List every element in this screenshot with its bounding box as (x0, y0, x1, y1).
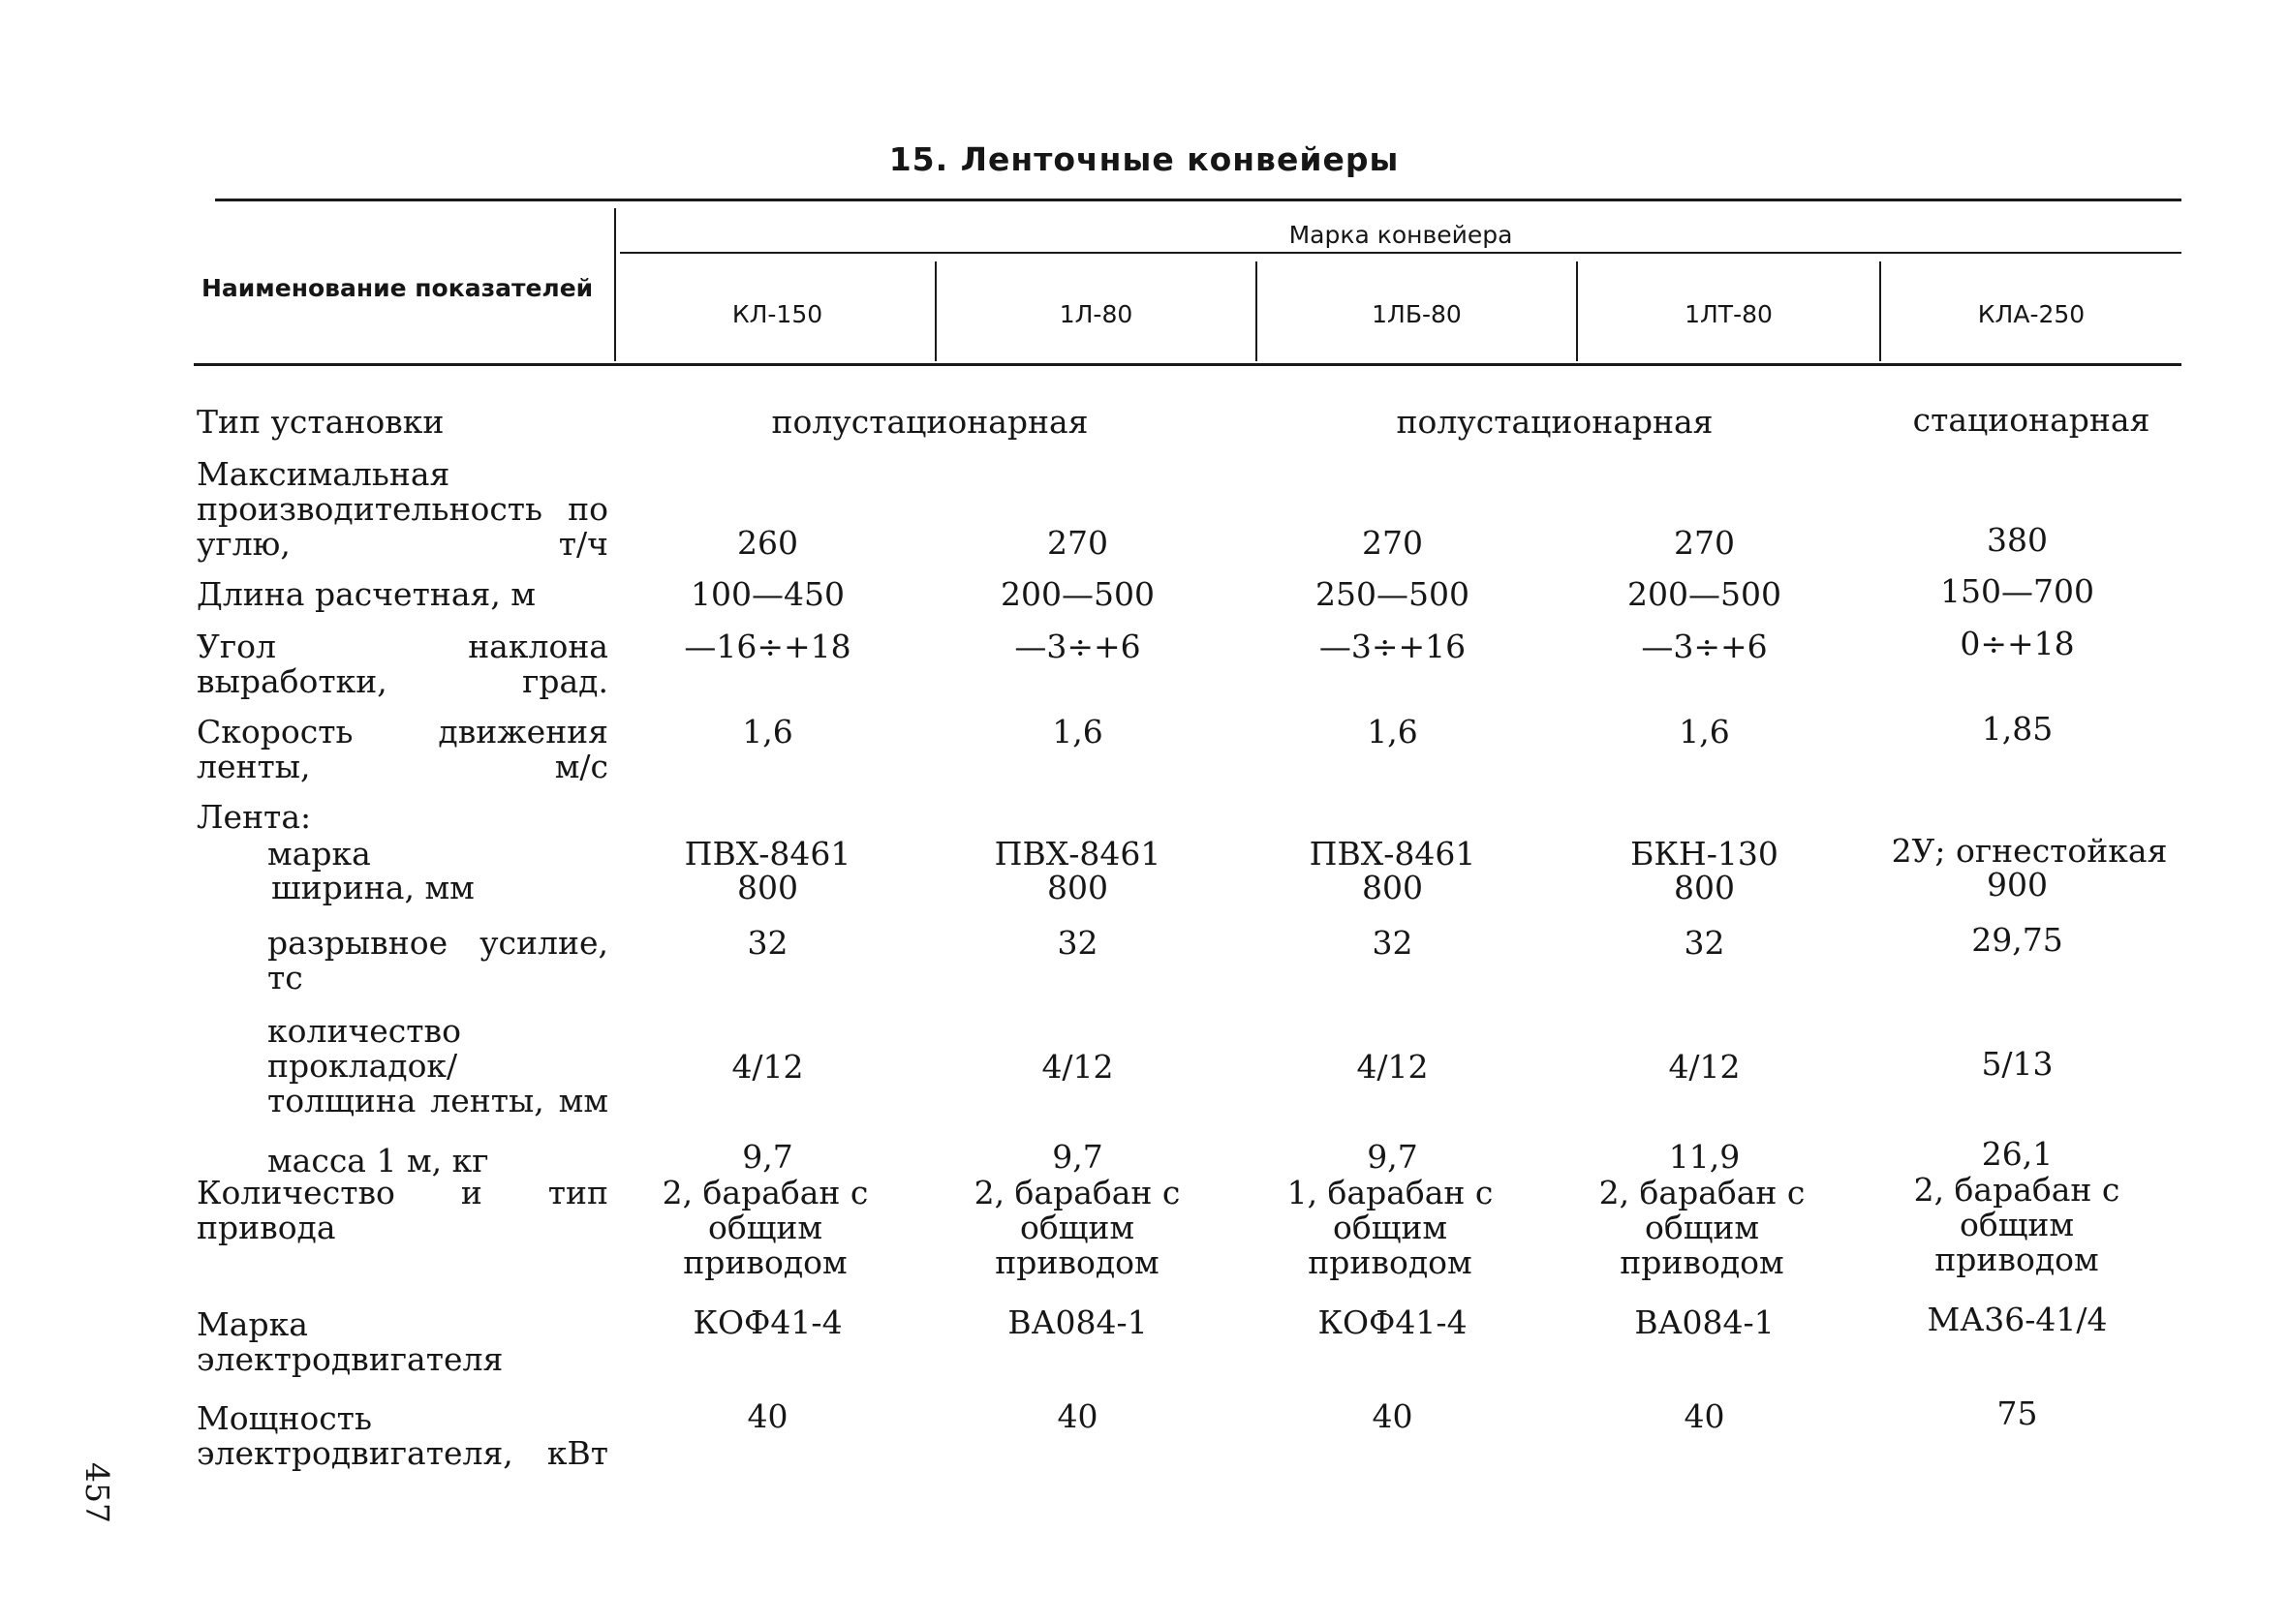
angle-value: —16÷+18 (684, 628, 851, 665)
width-value: 800 (1047, 869, 1108, 906)
drive-value: 2, барабан с общим приводом (974, 1174, 1181, 1281)
speed-value: 1,85 (1981, 710, 2054, 748)
capacity-value: 270 (1674, 524, 1735, 562)
table-title: 15. Ленточные конвейеры (888, 140, 1400, 178)
row-label-capacity: Максимальная производительность по углю, т/ч (197, 455, 608, 563)
speed-value: 1,6 (742, 713, 793, 751)
page-number: 457 (78, 1462, 116, 1523)
width-value: 900 (1987, 866, 2048, 904)
header-model-4: 1ЛТ-80 (1685, 300, 1773, 328)
length-value: 250—500 (1315, 575, 1469, 613)
row-label-drive: Количество и тип привода (197, 1174, 608, 1246)
row-label-mass: масса 1 м, кг (267, 1142, 489, 1180)
power-value: 40 (747, 1397, 788, 1435)
mass-value: 9,7 (742, 1138, 793, 1176)
plies-value: 4/12 (731, 1048, 804, 1086)
plies-value: 5/13 (1981, 1045, 2054, 1083)
row-label-speed: Скорость движения ленты, м/с (197, 713, 608, 785)
angle-value: —3÷+6 (1014, 628, 1141, 665)
force-value: 32 (1372, 924, 1413, 962)
header-model-2: 1Л-80 (1059, 300, 1133, 328)
drive-value: 1, барабан с общим приводом (1286, 1174, 1494, 1281)
row-label-plies: количество прокладок/ толщина ленты, мм (267, 1012, 608, 1119)
length-value: 100—450 (691, 575, 845, 613)
capacity-value: 270 (1362, 524, 1423, 562)
header-indicator: Наименование показателей (201, 274, 594, 302)
capacity-value: 260 (737, 524, 798, 562)
motor-value: КОФ41-4 (1317, 1303, 1468, 1341)
motor-value: ВА084-1 (1634, 1303, 1775, 1341)
mass-value: 26,1 (1981, 1135, 2054, 1173)
plies-value: 4/12 (1668, 1048, 1741, 1086)
width-value: 800 (1674, 869, 1735, 906)
force-value: 32 (747, 924, 788, 962)
plies-value: 4/12 (1356, 1048, 1429, 1086)
row-label-brand: марка (267, 835, 371, 873)
drive-value: 2, барабан с общим приводом (1913, 1171, 2120, 1278)
mass-value: 11,9 (1668, 1138, 1741, 1176)
capacity-value: 380 (1987, 521, 2048, 559)
motor-value: КОФ41-4 (693, 1303, 843, 1341)
row-label-width: ширина, мм (271, 869, 475, 906)
length-value: 150—700 (1940, 572, 2094, 610)
speed-value: 1,6 (1052, 713, 1103, 751)
type-group-3: стационарная (1912, 401, 2150, 439)
force-value: 32 (1684, 924, 1725, 962)
row-label-type: Тип установки (197, 403, 445, 441)
type-group-2: полустационарная (1396, 403, 1714, 441)
brand-value: БКН-130 (1630, 835, 1778, 873)
force-value: 32 (1057, 924, 1098, 962)
header-model-3: 1ЛБ-80 (1372, 300, 1462, 328)
header-model-1: КЛ-150 (731, 300, 823, 328)
motor-value: МА36-41/4 (1927, 1301, 2108, 1338)
header-bottom-rule (194, 363, 2181, 366)
width-value: 800 (1362, 869, 1423, 906)
row-label-force: разрывное усилие, тс (267, 924, 608, 996)
brand-value: ПВХ-8461 (994, 835, 1161, 873)
width-value: 800 (737, 869, 798, 906)
plies-value: 4/12 (1041, 1048, 1114, 1086)
force-value: 29,75 (1971, 921, 2063, 959)
power-value: 40 (1057, 1397, 1098, 1435)
type-group-1: полустационарная (771, 403, 1089, 441)
header-group: Марка конвейера (1288, 221, 1513, 249)
brand-value: ПВХ-8461 (684, 835, 851, 873)
mass-value: 9,7 (1052, 1138, 1103, 1176)
drive-value: 2, барабан с общим приводом (1598, 1174, 1806, 1281)
motor-value: ВА084-1 (1007, 1303, 1148, 1341)
length-value: 200—500 (1627, 575, 1781, 613)
capacity-value: 270 (1047, 524, 1108, 562)
power-value: 40 (1684, 1397, 1725, 1435)
header-divider-main (614, 208, 616, 361)
power-value: 75 (1996, 1394, 2038, 1432)
brand-value: 2У; огнестойкая (1891, 832, 2168, 870)
speed-value: 1,6 (1367, 713, 1418, 751)
mass-value: 9,7 (1367, 1138, 1418, 1176)
row-label-belt: Лента: (197, 798, 312, 836)
row-label-motor: Марка электродвигателя (197, 1305, 504, 1378)
header-model-5: КЛА-250 (1977, 300, 2086, 328)
row-label-angle: Угол наклона выработки, град. (197, 628, 608, 700)
brand-value: ПВХ-8461 (1309, 835, 1476, 873)
speed-value: 1,6 (1679, 713, 1730, 751)
angle-value: 0÷+18 (1960, 625, 2075, 662)
row-label-power: Мощность электродвигателя, кВт (197, 1399, 608, 1472)
drive-value: 2, барабан с общим приводом (662, 1174, 869, 1281)
angle-value: —3÷+16 (1318, 628, 1467, 665)
group-rule (620, 252, 2181, 254)
power-value: 40 (1372, 1397, 1413, 1435)
top-rule (215, 199, 2181, 201)
angle-value: —3÷+6 (1641, 628, 1768, 665)
row-label-length: Длина расчетная, м (197, 575, 536, 613)
length-value: 200—500 (1001, 575, 1155, 613)
